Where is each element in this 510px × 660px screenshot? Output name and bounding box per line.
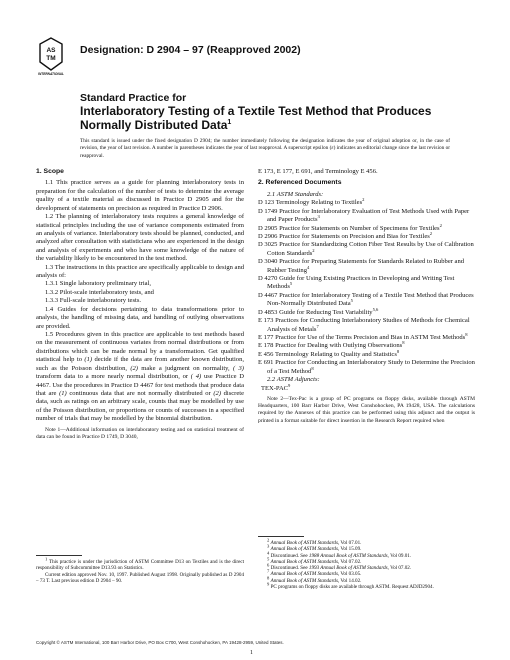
continuation-text: E 173, E 177, E 691, and Terminology E 456.	[258, 168, 378, 175]
reference-item: E 173 Practices for Conducting Interlaboratory Studies of Methods for Chemical Analysis of Metals$^7$	[258, 317, 470, 333]
footnote-1-edition: Current edition approved Nov. 10, 1997. Published August 1998. Originally published as D 2904 – 73 T. Last previous edition D 2904 – 90.	[36, 571, 244, 584]
reference-item: D 4467 Practice for Interlaboratory Testing of a Textile Test Method that Produces Non-Normally Distributed Data$^5$	[258, 291, 474, 308]
para-1-3-1: 1.3.1 Single laboratory preliminary trial,	[45, 280, 151, 288]
para-1-5: 1.5 Procedures given in this practice are applicable to test methods based on the measurement of continuous variates from normal distributions or from distributions which can be made normal by a transformation. Get qualified statistical help to (1) decide if the data are from another known distribution, such as the Poisson distribution, (2) make a judgment on normality, ( 3) transform data to a more nearly normal distribution, or ( 4) use Practice D 4467. Use the procedures in Practice D 4467 for test methods that produce data that are (1) continuous data that are not normally distributed or (2) discrete data, such as ratings on an arbitrary scale, counts that may be modelled by use of the Poisson distribution, or proportions or counts of successes in a specified number of trials that may be modelled by the binomial distribution.	[36, 331, 244, 423]
footnote-9: $^9$ PC programs on floppy disks are available through ASTM. Request ADJD2904.	[267, 581, 434, 591]
footnote-3: $^3$ Annual Book of ASTM Standards, Vol 15.09.	[267, 543, 362, 553]
designation: Designation: D 2904 – 97 (Reapproved 2002)	[80, 44, 301, 56]
astm-adjuncts-label: 2.2 ASTM Adjuncts:	[267, 376, 320, 384]
astm-standards-label: 2.1 ASTM Standards:	[267, 190, 324, 198]
reference-item: D 123 Terminology Relating to Textiles$^2$	[258, 197, 365, 207]
footnote-2: $^2$ Annual Book of ASTM Standards, Vol 07.01.	[267, 537, 362, 546]
astm-logo	[36, 36, 66, 76]
footnote-7: $^7$ Annual Book of ASTM Standards, Vol 03.05.	[267, 568, 362, 578]
reference-item: D 3040 Practice for Preparing Statements for Standards Related to Rubber and Rubber Testing$^4$	[258, 258, 464, 274]
reference-item: E 178 Practice for Dealing with Outlying Observations$^8$	[258, 340, 405, 350]
note-2: Note 2—Tex-Pac is a group of PC programs on floppy disks, available through ASTM Headquarters, 100 Barr Harbor Drive, West Conshohocken, PA 19428, USA. The calculations required by the Annexes of this practice can be performed using this adjunct and the output is printed in a format suitable for direct insertion in the Research Report required when	[258, 395, 475, 424]
left-column	[36, 168, 244, 441]
para-1-1: 1.1 This practice serves as a guide for planning interlaboratory tests in preparation for the calculation of the number of tests to determine the average quality of a textile material as discussed in Practice D 2905 and for the development of statements on precision as required in Practice D 2906.	[36, 179, 244, 212]
reference-item: E 691 Practice for Conducting an Interlaboratory Study to Determine the Precision of a Test Method$^8$	[258, 359, 475, 375]
issuance-note: This standard is issued under the fixed designation D 2904; the number immediately following the designation indicates the year of original adoption or, in the case of revision, the year of last revision. A number in parentheses indicates the year of last reapproval. A superscript epsilon (ε) indicates an editorial change since the last revision or reapproval.	[80, 138, 450, 159]
svg-text:INTERNATIONAL: INTERNATIONAL	[38, 72, 64, 76]
title-prefix: Standard Practice for	[80, 92, 187, 104]
svg-text:AS: AS	[46, 47, 56, 54]
reference-item: D 2906 Practice for Statements on Precision and Bias for Textiles$^2$	[258, 230, 433, 240]
reference-list	[258, 199, 475, 376]
footnote-divider	[36, 555, 82, 556]
svg-text:TM: TM	[46, 55, 56, 62]
right-column	[258, 168, 475, 425]
reference-item: D 4853 Guide for Reducing Test Variability$^{5,6}$	[258, 306, 379, 316]
reference-item: E 177 Practice for Use of the Terms Precision and Bias in ASTM Test Methods$^8$	[258, 331, 468, 342]
copyright-footer: Copyright © ASTM International, 100 Barr Harbor Drive, PO Box C700, West Conshohocken, PA 19428-2959, United States.	[36, 640, 284, 645]
referenced-documents-heading: 2. Referenced Documents	[258, 179, 342, 187]
footnote-5: $^5$ Annual Book of ASTM Standards, Vol 07.02.	[267, 556, 362, 565]
footnote-8: $^8$ Annual Book of ASTM Standards, Vol 14.02.	[267, 575, 362, 584]
footnote-4: $^4$ Discontinued. See 1988 Annual Book of ASTM Standards, Vol 09.01.	[267, 549, 412, 559]
reference-item: E 456 Terminology Relating to Quality and Statistics$^8$	[258, 348, 400, 358]
para-1-3: 1.3 The instructions in this practice are specifically applicable to design and analysis of:	[36, 263, 244, 280]
right-footnotes	[258, 537, 475, 591]
footnote-6: $^6$ Discontinued. See 1993 Annual Book of ASTM Standards, Vol 07.02.	[267, 562, 412, 572]
reference-item: D 1749 Practice for Interlaboratory Evaluation of Test Methods Used with Paper and Paper Products$^3$	[258, 207, 470, 224]
para-1-3-3: 1.3.3 Full-scale interlaboratory tests.	[45, 297, 141, 305]
footnote-1: $^1$ This practice is under the jurisdiction of ASTM Committee D13 on Textiles and is the direct responsibility of Subcommittee D13.93 on Statistics.	[36, 556, 245, 572]
para-1-2: 1.2 The planning of interlaboratory tests requires a general knowledge of statistical principles including the use of variance components estimated from an analysis of variance. Interlaboratory tests should be planned, conducted, and analyzed after consultation with statisticians who are experienced in the design and analysis of experiments and who have some knowledge of the nature of the variability likely to be encountered in the test method.	[36, 213, 244, 263]
para-1-4: 1.4 Guides for decisions pertaining to data transformations prior to analysis, the handling of missing data, and handling of outlying observations are provided.	[36, 305, 244, 330]
left-footnotes	[36, 556, 245, 584]
footnote-divider-right	[258, 536, 304, 537]
document-title: Interlaboratory Testing of a Textile Test Method that Produces Normally Distributed Data$^1$	[80, 104, 432, 132]
reference-item: D 3025 Practice for Standardizing Cotton Fiber Test Results by Use of Calibration Cotton Standards$^2$	[258, 241, 474, 257]
texpac-adjunct: TEX-PAC$^9$	[261, 382, 291, 392]
para-1-3-2: 1.3.2 Pilot-scale interlaboratory tests, and	[45, 288, 154, 296]
reference-item: D 4270 Guide for Using Existing Practices in Developing and Writing Test Methods$^5$	[258, 275, 455, 291]
note-1: Note 1—Additional information on interlaboratory testing and on statistical treatment of data can be found in Practice D 1749, D 3040,	[36, 426, 244, 440]
reference-item: D 2905 Practice for Statements on Number of Specimens for Textiles$^2$	[258, 222, 442, 232]
scope-heading: 1. Scope	[36, 168, 64, 175]
page-number: 1	[250, 650, 253, 656]
